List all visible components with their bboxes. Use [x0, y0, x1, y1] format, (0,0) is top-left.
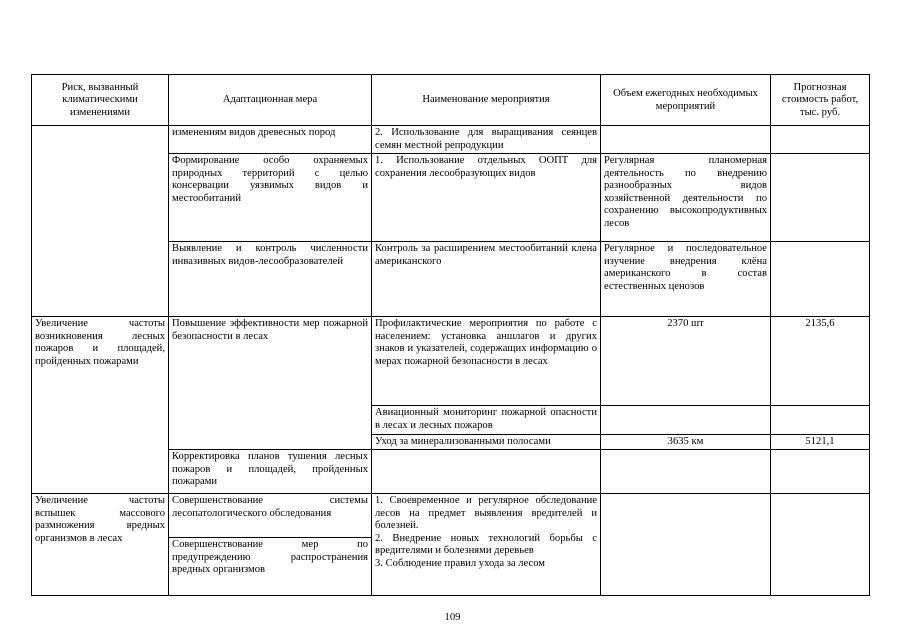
- activity-cell: [372, 494, 601, 596]
- activity-item: 3. Соблюдение правил ухода за лесом: [375, 557, 546, 569]
- measure-cell: Корректировка планов тушения лесных пожаров и площадей, пройденных пожарами: [169, 450, 372, 494]
- page-number: 109: [444, 612, 461, 623]
- volume-cell: [601, 494, 771, 596]
- activity-cell: Авиационный мониторинг пожарной опасности в лесах и лесных пожаров: [372, 406, 601, 435]
- cost-cell: [771, 154, 870, 242]
- activity-cell: Контроль за расширением местообитаний клена американского: [372, 242, 601, 317]
- measure-cell: Совершенствование мер по предупреждению распространения вредных организмов: [169, 538, 372, 596]
- measure-cell: Выявление и контроль численности инвазивных видов-лесообразователей: [169, 242, 372, 317]
- activity-cell: 1. Использование отдельных ООПТ для сохранения лесообразующих видов: [372, 154, 601, 242]
- cost-cell: [771, 406, 870, 435]
- adaptation-measures-table: [31, 74, 870, 596]
- cost-cell: [771, 494, 870, 596]
- header-volume: Объем ежегодных необходимых мероприятий: [601, 75, 771, 126]
- table-row: [32, 494, 870, 538]
- header-measure: Адаптационная мера: [169, 75, 372, 126]
- risk-cell-empty: [32, 126, 169, 317]
- activity-item: 2. Внедрение новых технологий борьбы с вредителями и болезнями деревьев: [375, 532, 597, 557]
- risk-cell: Увеличение частоты вспышек массового размножения вредных организмов в лесах: [32, 494, 169, 596]
- volume-cell: 3635 км: [601, 435, 771, 450]
- table-row: [32, 126, 870, 154]
- volume-cell: [601, 406, 771, 435]
- header-cost: Прогнозная стоимость работ, тыс. руб.: [771, 75, 870, 126]
- measure-cell: Повышение эффективности мер пожарной безопасности в лесах: [169, 317, 372, 450]
- volume-cell: 2370 шт: [601, 317, 771, 406]
- cost-cell: [771, 450, 870, 494]
- table-header-row: [32, 75, 870, 126]
- activity-cell: [372, 450, 601, 494]
- table-row: [32, 317, 870, 406]
- activity-item: 1. Своевременное и регулярное обследование лесов на предмет выявления вредителей и болезней.: [375, 495, 597, 532]
- activity-cell: Профилактические мероприятия по работе с населением: установка аншлагов и других знаков и указателей, содержащих информацию о мерах пожарной безопасности в лесах: [372, 317, 601, 406]
- volume-cell: Регулярное и последовательное изучение внедрения клёна американского в состав естественных ценозов: [601, 242, 771, 317]
- cost-cell: 2135,6: [771, 317, 870, 406]
- measure-cell: Совершенствование системы лесопатологического обследования: [169, 494, 372, 538]
- measure-cell: изменениям видов древесных пород: [169, 126, 372, 154]
- cost-cell: [771, 242, 870, 317]
- cost-cell: 5121,1: [771, 435, 870, 450]
- risk-cell: Увеличение частоты возникновения лесных пожаров и площадей, пройденных пожарами: [32, 317, 169, 494]
- activity-cell: 2. Использование для выращивания сеянцев семян местной репродукции: [372, 126, 601, 154]
- volume-cell: [601, 126, 771, 154]
- measure-cell: Формирование особо охраняемых природных территорий с целью консервации уязвимых видов и местообитаний: [169, 154, 372, 242]
- cost-cell: [771, 126, 870, 154]
- activity-cell: Уход за минерализованными полосами: [372, 435, 601, 450]
- header-risk: Риск, вызванный климатическими изменениями: [32, 75, 169, 126]
- volume-cell: [601, 450, 771, 494]
- volume-cell: Регулярная планомерная деятельность по внедрению разнообразных видов хозяйственной деятельности по сохранению высокопродуктивных лесов: [601, 154, 771, 242]
- header-activity: Наименование мероприятия: [372, 75, 601, 126]
